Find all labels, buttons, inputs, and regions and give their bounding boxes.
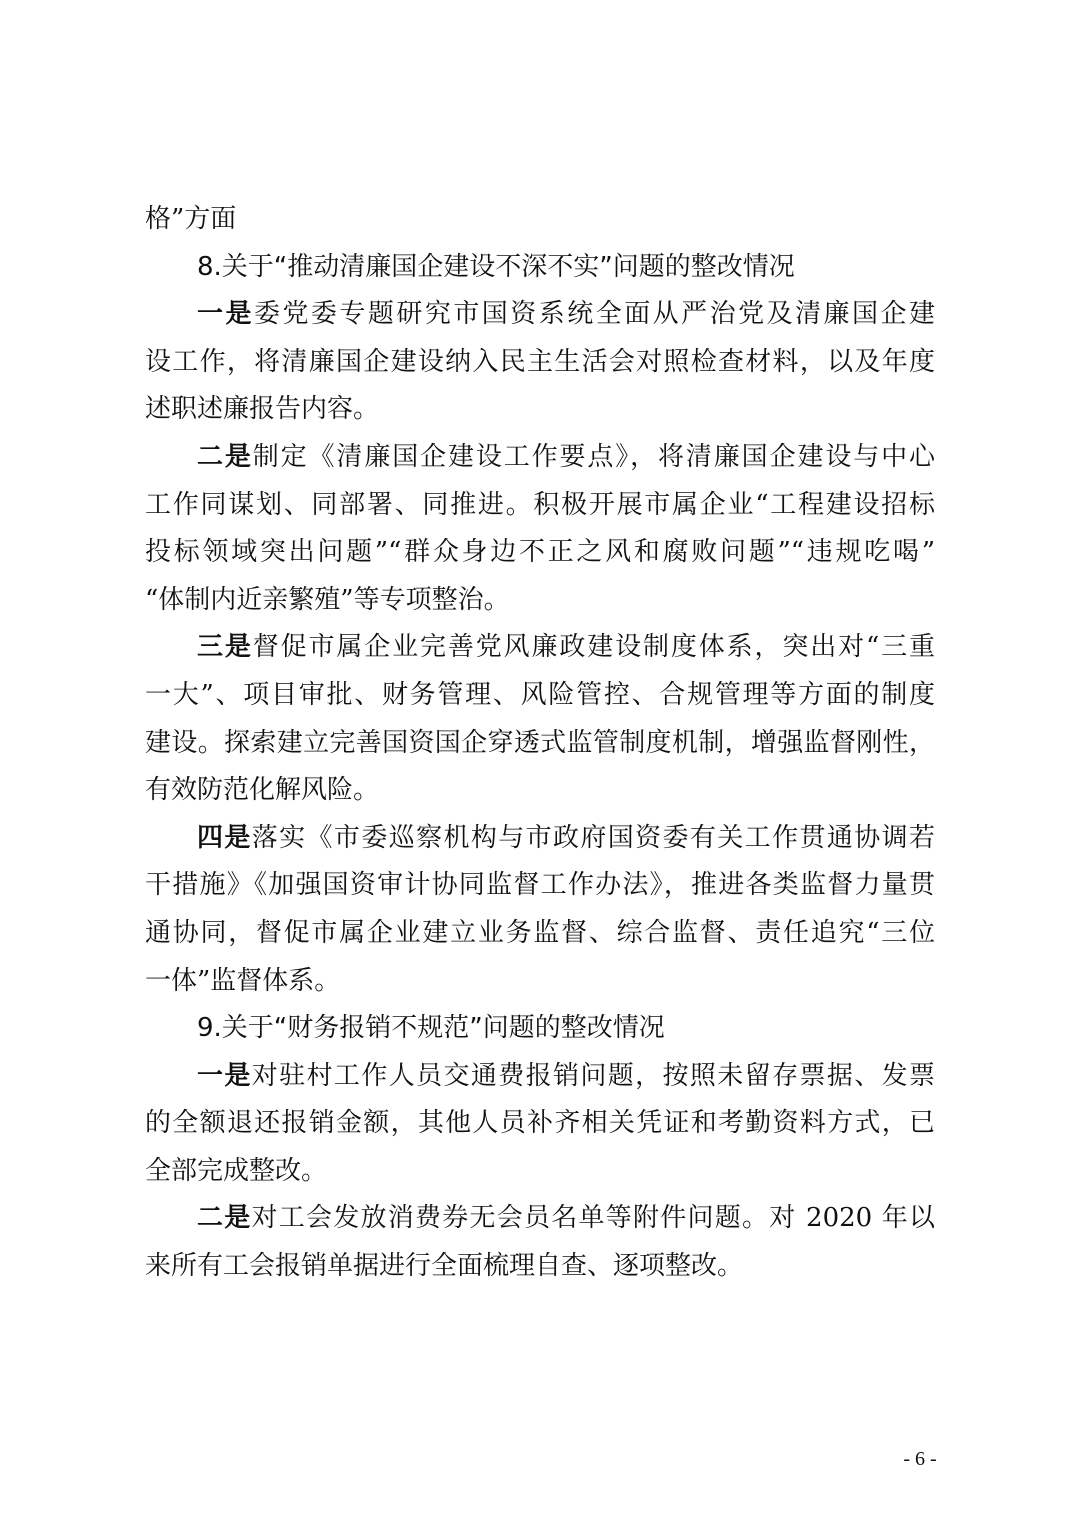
paragraph-line: 投标领域突出问题”“群众身边不正之风和腐败问题”“违规吃喝” — [145, 537, 935, 568]
paragraph-lead: 二是 — [197, 1203, 252, 1234]
page-number: - 6 - — [903, 1448, 937, 1470]
paragraph-line — [145, 624, 935, 672]
paragraph-text: 落实《市委巡察机构与市政府国资委有关工作贯通协调若 — [251, 822, 935, 853]
paragraph-line: 建设。探索建立完善国资国企穿透式监管制度机制，增强监督刚性， — [145, 727, 935, 758]
paragraph-lead: 二是 — [197, 441, 253, 472]
paragraph-line: 通协同，督促市属企业建立业务监督、综合监督、责任追究“三位 — [145, 917, 935, 948]
paragraph-line: 干措施》《加强国资审计协同监督工作办法》，推进各类监督力量贯 — [145, 870, 935, 901]
paragraph-line — [145, 434, 935, 482]
section-heading-9: 9.关于“财务报销不规范”问题的整改情况 — [197, 1013, 665, 1044]
paragraph-text: 对驻村工作人员交通费报销问题，按照未留存票据、发票 — [251, 1060, 935, 1091]
paragraph-line: 述职述廉报告内容。 — [145, 394, 380, 425]
paragraph-line: 来所有工会报销单据进行全面梳理自查、逐项整改。 — [145, 1251, 744, 1282]
paragraph-text: 委党委专题研究市国资系统全面从严治党及清廉国企建 — [253, 299, 935, 330]
paragraph-line: 设工作，将清廉国企建设纳入民主生活会对照检查材料，以及年度 — [145, 346, 935, 377]
paragraph-line: 的全额退还报销金额，其他人员补齐相关凭证和考勤资料方式，已 — [145, 1108, 935, 1139]
paragraph-line: 一大”、项目审批、财务管理、风险管控、合规管理等方面的制度 — [145, 679, 935, 710]
paragraph-line: “体制内近亲繁殖”等专项整治。 — [145, 584, 510, 615]
paragraph-lead: 一是 — [197, 299, 254, 330]
paragraph-line: 工作同谋划、同部署、同推进。积极开展市属企业“工程建设招标 — [145, 489, 935, 520]
paragraph — [145, 1195, 935, 1290]
paragraph-line — [145, 291, 935, 339]
section-heading-8: 8.关于“推动清廉国企建设不深不实”问题的整改情况 — [197, 251, 795, 282]
paragraph — [145, 434, 935, 624]
paragraph-line — [145, 1053, 935, 1101]
paragraph-lead: 四是 — [197, 822, 252, 853]
paragraph-text: 制定《清廉国企建设工作要点》，将清廉国企建设与中心 — [252, 441, 935, 472]
continuation-line: 格”方面 — [145, 204, 237, 234]
paragraph — [145, 815, 935, 1005]
paragraph-line — [145, 815, 935, 863]
paragraph-lead: 三是 — [197, 632, 253, 663]
paragraph-line: 一体”监督体系。 — [145, 965, 341, 996]
paragraph-text: 督促市属企业完善党风廉政建设制度体系，突出对“三重 — [252, 632, 935, 663]
paragraph-line: 全部完成整改。 — [145, 1155, 328, 1186]
paragraph — [145, 1053, 935, 1196]
paragraph-text: 对工会发放消费券无会员名单等附件问题。对 2020 年以 — [251, 1203, 935, 1234]
paragraph-line — [145, 1195, 935, 1243]
paragraph — [145, 291, 935, 434]
paragraph-lead: 一是 — [197, 1060, 252, 1091]
document-body — [145, 196, 935, 1291]
paragraph — [145, 624, 935, 814]
paragraph-line: 有效防范化解风险。 — [145, 775, 380, 806]
